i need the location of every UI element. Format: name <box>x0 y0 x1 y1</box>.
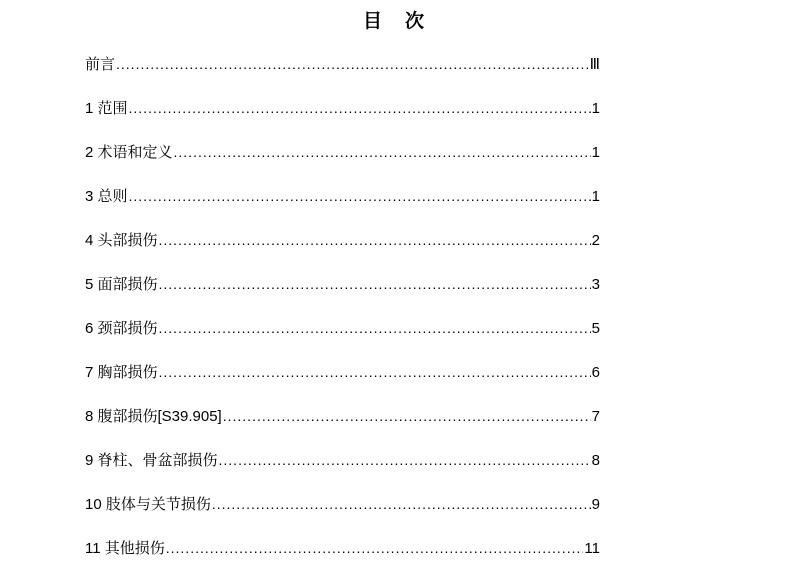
toc-entry-row[interactable] <box>85 177 600 221</box>
toc-entry-page: 2 <box>591 232 600 249</box>
toc-entry-label: 11 其他损伤 <box>85 540 165 557</box>
toc-entry-row[interactable] <box>85 397 600 441</box>
toc-entry-page: 1 <box>591 100 600 117</box>
toc-entry-row[interactable] <box>85 133 600 177</box>
toc-entry-row[interactable] <box>85 265 600 309</box>
toc-entry-label: 4 头部损伤 <box>85 232 158 249</box>
page-title: 目 次 <box>362 11 426 32</box>
toc-leader-dots <box>159 319 591 338</box>
toc-entry-label: 3 总则 <box>85 188 128 205</box>
toc-entry-page: 5 <box>591 320 600 337</box>
toc-entry-page: 11 <box>584 540 600 557</box>
toc-leader-dots <box>159 363 591 382</box>
toc-entry-row[interactable] <box>85 441 600 485</box>
toc-entry-label: 10 肢体与关节损伤 <box>85 496 211 513</box>
toc-entry-row[interactable] <box>85 353 600 397</box>
toc-entry-page: 9 <box>591 496 600 513</box>
toc-entry-row[interactable] <box>85 221 600 265</box>
toc-entry-label: 9 脊柱、骨盆部损伤 <box>85 452 218 469</box>
toc-entry-row[interactable] <box>85 485 600 529</box>
toc-entry-label: 2 术语和定义 <box>85 144 173 161</box>
toc-entry-label: 前言 <box>85 56 116 73</box>
toc-entry-label: 7 胸部损伤 <box>85 364 158 381</box>
toc-entry-row[interactable] <box>85 45 600 89</box>
toc-entry-label: 6 颈部损伤 <box>85 320 158 337</box>
toc-entry-row[interactable] <box>85 309 600 353</box>
toc-entry-page: 1 <box>591 188 600 205</box>
toc-entry-label: 8 腹部损伤[S39.905] <box>85 408 222 425</box>
toc-leader-dots <box>174 143 591 162</box>
toc-entry-page: 7 <box>591 408 600 425</box>
toc-leader-dots <box>212 495 591 514</box>
toc-leader-dots <box>219 451 591 470</box>
toc-entry-page: Ⅲ <box>589 56 600 73</box>
toc-leader-dots <box>223 407 591 426</box>
toc-entry-row[interactable] <box>85 529 600 573</box>
toc-entry-label: 1 范围 <box>85 100 128 117</box>
toc-leader-dots <box>159 231 591 250</box>
toc-leader-dots <box>159 275 591 294</box>
toc-leader-dots <box>116 55 589 74</box>
toc-list <box>85 45 600 573</box>
toc-entry-page: 6 <box>591 364 600 381</box>
toc-entry-page: 3 <box>591 276 600 293</box>
toc-entry-page: 1 <box>591 144 600 161</box>
toc-leader-dots <box>129 187 591 206</box>
toc-leader-dots <box>129 99 591 118</box>
toc-entry-label: 5 面部损伤 <box>85 276 158 293</box>
toc-entry-page: 8 <box>591 452 600 469</box>
toc-leader-dots <box>166 539 584 558</box>
toc-entry-row[interactable] <box>85 89 600 133</box>
